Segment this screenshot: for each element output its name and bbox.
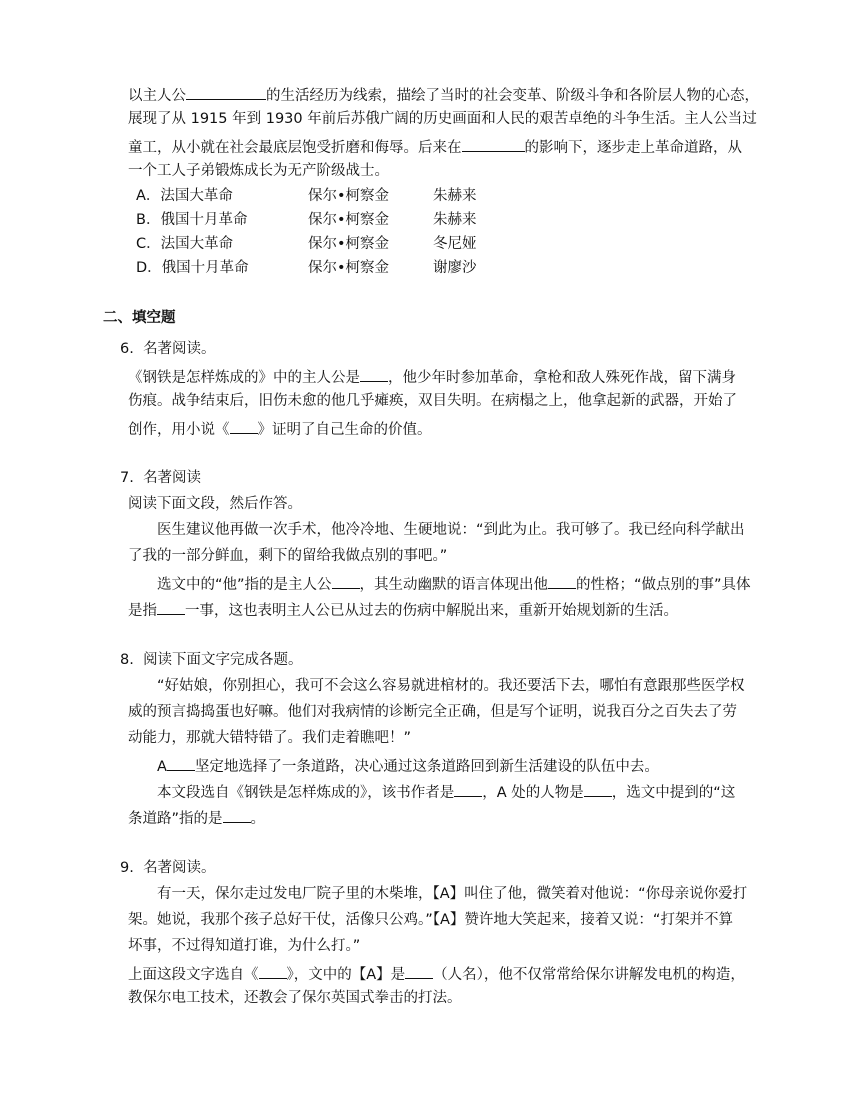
- option-b-person: 保尔•柯察金: [308, 212, 390, 228]
- answer-blank: [167, 754, 195, 771]
- q8-passage-line-4: [157, 754, 659, 777]
- option-event: 法国大革命: [160, 236, 234, 252]
- q6-text: 《钢铁是怎样炼成的》中的主人公是: [128, 370, 360, 386]
- q6-line-1: [128, 365, 736, 388]
- q9-text: （人名），他不仅常常给保尔讲解发电机的构造，: [433, 967, 745, 983]
- q5-line-3: [128, 135, 742, 158]
- q9-question-line-1: [128, 962, 745, 985]
- q9-text: 上面这段文字选自《: [128, 967, 259, 983]
- section-heading: 二、填空题: [103, 310, 176, 326]
- q8-passage-line-2: 威的预言捣捣蛋也好嘛。他们对我病情的诊断完全正确，但是写个证明，说我百分之百失去了劳: [128, 704, 737, 720]
- answer-blank: [332, 572, 360, 589]
- q8-text: A: [157, 759, 167, 775]
- q7-text: 的性格；“做点别的事”具体: [576, 577, 751, 593]
- q5-text: 展现了从 1915 年到 1930 年前后苏俄广阔的历史画面和人民的艰苦卓绝的斗争生活。主人公当过: [128, 111, 757, 127]
- q9-passage-line-3: 坏事，不过得知道打谁，为什么打。”: [128, 938, 361, 954]
- option-letter: B．: [136, 212, 161, 228]
- option-c-person: 保尔•柯察金: [308, 236, 390, 252]
- q7-header: [120, 468, 201, 488]
- q9-passage-line-1: 有一天，保尔走过发电厂院子里的木柴堆，【A】叫住了他，微笑着对他说：“你母亲说你爱打: [157, 886, 748, 902]
- option-a[interactable]: [136, 186, 233, 206]
- q5-text: 的影响下，逐步走上革命道路，从: [524, 140, 742, 156]
- question-number: 9.: [120, 860, 134, 876]
- answer-blank: [186, 83, 266, 100]
- q8-text: ，A 处的人物是: [482, 785, 584, 801]
- q6-line-2: [128, 391, 737, 411]
- option-d-influence: 谢廖沙: [433, 260, 477, 276]
- q7-text: 一事，这也表明主人公已从过去的伤病中解脱出来，重新开始规划新的生活。: [185, 603, 678, 619]
- q8-question-line-1: [157, 780, 735, 803]
- answer-blank: [157, 598, 185, 615]
- q8-text: 。: [250, 811, 266, 827]
- q8-text: 条道路”指的是: [128, 811, 223, 827]
- answer-blank: [230, 417, 258, 434]
- q7-instruction: 阅读下面文段，然后作答。: [128, 496, 302, 512]
- answer-blank: [462, 135, 525, 152]
- q8-header: [120, 650, 303, 670]
- answer-blank: [584, 780, 612, 797]
- option-b[interactable]: [136, 210, 247, 230]
- q5-line-1: [128, 83, 759, 106]
- q8-text: 坚定地选择了一条道路，决心通过这条道路回到新生活建设的队伍中去。: [194, 759, 659, 775]
- option-letter: C．: [136, 236, 161, 252]
- option-letter: D．: [136, 260, 162, 276]
- answer-blank: [405, 962, 433, 979]
- q6-text: 》证明了自己生命的价值。: [257, 422, 432, 438]
- q8-passage-line-3: 动能力，那就大错特错了。我们走着瞧吧！”: [128, 730, 412, 746]
- question-title: 名著阅读: [143, 470, 202, 486]
- question-number: 7.: [120, 470, 134, 486]
- option-letter: A．: [136, 188, 161, 204]
- q6-header: [120, 339, 216, 359]
- answer-blank: [259, 962, 287, 979]
- q5-line-2: [128, 109, 757, 129]
- q7-passage-line-1: 医生建议他再做一次手术，他冷冷地、生硬地说：“到此为止。我可够了。我已经向科学献出: [157, 522, 745, 538]
- question-title: 名著阅读。: [143, 341, 216, 357]
- q7-text: 选文中的“他”指的是主人公: [157, 577, 332, 593]
- q5-text: 的生活经历为线索，描绘了当时的社会变革、阶级斗争和各阶层人物的心态，: [266, 88, 759, 104]
- answer-blank: [454, 780, 482, 797]
- option-event: 法国大革命: [160, 188, 233, 204]
- option-a-person: 保尔•柯察金: [308, 188, 390, 204]
- answer-blank: [548, 572, 576, 589]
- option-event: 俄国十月革命: [160, 212, 248, 228]
- q7-text: ，其生动幽默的语言体现出他: [359, 577, 549, 593]
- q6-line-3: [128, 417, 432, 440]
- option-event: 俄国十月革命: [161, 260, 249, 276]
- q7-question-line-1: [157, 572, 751, 595]
- q7-text: 是指: [128, 603, 157, 619]
- q8-text: ，选文中提到的“这: [611, 785, 736, 801]
- q9-header: [120, 858, 216, 878]
- question-number: 6.: [120, 341, 134, 357]
- q7-question-line-2: [128, 598, 678, 621]
- option-c[interactable]: [136, 234, 233, 254]
- q6-text: 伤痕。战争结束后，旧伤未愈的他几乎瘫痪，双目失明。在病榻之上，他拿起新的武器，开始了: [128, 393, 737, 409]
- q8-passage-line-1: “好姑娘，你别担心，我可不会这么容易就进棺材的。我还要活下去，哪怕有意跟那些医学权: [157, 678, 745, 694]
- question-title: 名著阅读。: [143, 860, 216, 876]
- q9-passage-line-2: 架。她说，我那个孩子总好干仗，活像只公鸡。”【A】赞许地大笑起来，接着又说：“打架并不算: [128, 912, 733, 928]
- q6-text: 创作，用小说《: [128, 422, 230, 438]
- option-c-influence: 冬尼娅: [433, 236, 477, 252]
- q6-text: ，他少年时参加革命，拿枪和敌人殊死作战，留下满身: [388, 370, 736, 386]
- q5-line-4: [128, 161, 389, 181]
- q8-question-line-2: [128, 806, 265, 829]
- q5-text: 一个工人子弟锻炼成长为无产阶级战士。: [128, 163, 389, 179]
- option-a-influence: 朱赫来: [433, 188, 477, 204]
- q5-text: 童工，从小就在社会最底层饱受折磨和侮辱。后来在: [128, 140, 462, 156]
- question-title: 阅读下面文字完成各题。: [143, 652, 303, 668]
- q8-text: 本文段选自《钢铁是怎样炼成的》，该书作者是: [157, 785, 455, 801]
- option-d[interactable]: [136, 258, 249, 278]
- q9-text: 》，文中的【A】是: [286, 967, 406, 983]
- q9-question-line-2: 教保尔电工技术，还教会了保尔英国式拳击的打法。: [128, 990, 462, 1006]
- option-b-influence: 朱赫来: [433, 212, 477, 228]
- answer-blank: [360, 365, 388, 382]
- q7-passage-line-2: 了我的一部分鲜血，剩下的留给我做点别的事吧。”: [128, 548, 448, 564]
- q5-text: 以主人公: [128, 88, 186, 104]
- answer-blank: [223, 806, 251, 823]
- option-d-person: 保尔•柯察金: [308, 260, 390, 276]
- question-number: 8.: [120, 652, 134, 668]
